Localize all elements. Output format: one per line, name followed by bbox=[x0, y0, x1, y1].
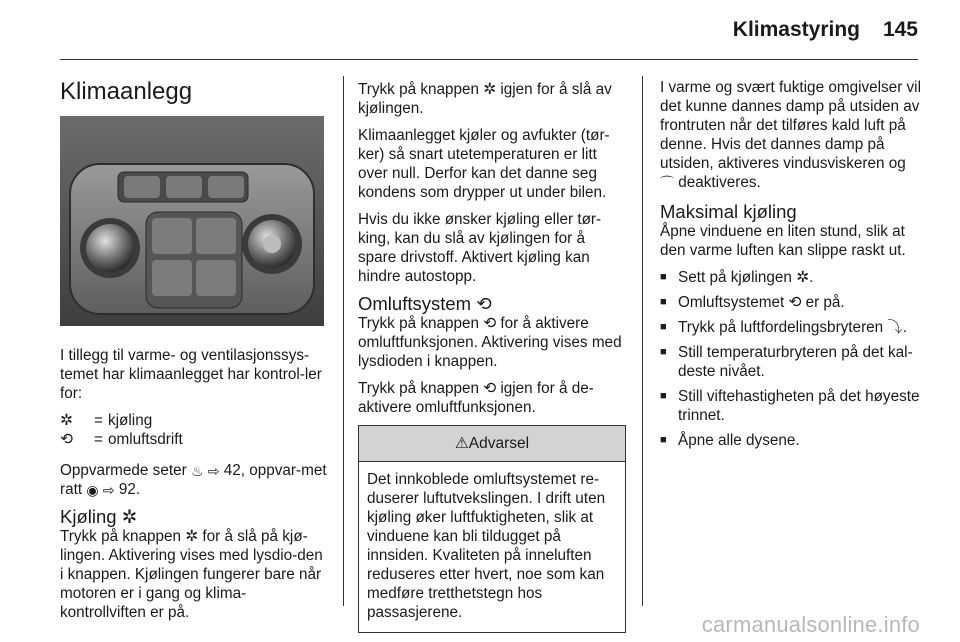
chapter-title: Klimastyring bbox=[732, 18, 860, 41]
cooling-off-paragraph: Trykk på knappen ✲ igjen for å slå av kjølingen. bbox=[358, 81, 612, 117]
list-item: ■ Sett på kjølingen ✲. bbox=[660, 268, 922, 287]
snowflake-icon: ✲ bbox=[60, 412, 73, 429]
list-item: ■ Still viftehastigheten på det høyeste trinnet. bbox=[660, 387, 922, 425]
page-number: 145 bbox=[882, 18, 918, 41]
section-heading-max-cooling: Maksimal kjøling bbox=[660, 201, 797, 222]
heated-seats-paragraph: Oppvarmede seter ♨ ⇨ 42, oppvar-met ratt ◉ ⇨ 92. bbox=[60, 462, 327, 498]
climate-panel-illustration bbox=[60, 116, 324, 326]
symbol-legend bbox=[60, 411, 328, 449]
warning-box bbox=[358, 425, 626, 633]
heated-seat-icon: ♨ bbox=[190, 463, 204, 479]
symbol-row-recirculation bbox=[60, 430, 328, 449]
column-divider-1 bbox=[343, 76, 344, 606]
list-item: ■ Åpne alle dysene. bbox=[660, 431, 922, 450]
symbol-equals: = bbox=[94, 412, 103, 429]
list-item: ■ Trykk på luftfordelingsbryteren ⤵. bbox=[660, 318, 922, 337]
recirculation-icon: ⟲ bbox=[476, 293, 492, 314]
page-reference-arrow-icon: ⇨ bbox=[207, 463, 220, 479]
max-cooling-steps bbox=[660, 268, 922, 450]
watermark: carmanualsonline.info bbox=[701, 612, 920, 637]
recirculation-off-paragraph: Trykk på knappen ⟲ igjen for å de-aktivere omluftfunksjonen. bbox=[358, 380, 594, 416]
recirculation-on-paragraph: Trykk på knappen ⟲ for å aktivere omluftfunksjonen. Aktivering vises med lysdioden i knappen. bbox=[358, 315, 622, 370]
warning-text: Det innkoblede omluftsystemet re-duserer luftutvekslingen. I drift uten kjøling øker luftfuktigheten, slik at vinduene kan bli tildugget på innsiden. Kvaliteten på inneluften reduseres etter hvert, noe som kan medføre tretthetstegn hos passasjerene. bbox=[367, 471, 606, 621]
cooling-paragraph: Trykk på knappen ✲ for å slå på kjø-lingen. Aktivering vises med lysdio-den i knappen. Kjølingen fungerer bare når motoren er i gang og klima-kontrollviften er på. bbox=[60, 528, 323, 621]
max-cooling-intro: Åpne vinduene en liten stund, slik at den varme luften kan slippe raskt ut. bbox=[660, 223, 906, 259]
symbol-label-recirculation: omluftsdrift bbox=[108, 431, 183, 448]
column-2 bbox=[358, 80, 626, 633]
list-item: ■ Omluftsystemet ⟲ er på. bbox=[660, 293, 922, 312]
warning-header bbox=[359, 426, 625, 462]
warning-triangle-icon: ⚠ bbox=[454, 435, 469, 452]
header-rule bbox=[60, 59, 918, 60]
page-ref-42[interactable]: 42 bbox=[223, 462, 241, 479]
recirculation-icon: ⟲ bbox=[60, 431, 73, 448]
list-item: ■ Still temperaturbryteren på det kal-deste nivået. bbox=[660, 343, 922, 381]
windscreen-wiper-icon: ⌒ bbox=[660, 175, 674, 191]
intro-paragraph: I tillegg til varme- og ventilasjonssys-temet har klimaanlegget har kontrol-ler for: bbox=[60, 347, 322, 402]
column-divider-2 bbox=[642, 76, 643, 606]
page-reference-arrow-icon: ⇨ bbox=[102, 482, 115, 498]
column-3 bbox=[660, 78, 922, 456]
column-1 bbox=[60, 72, 328, 630]
fuel-saving-paragraph: Hvis du ikke ønsker kjøling eller tør-king, kan du slå av kjølingen for å spare drivstoff. Aktivert kjøling kan hindre autostopp. bbox=[358, 211, 602, 285]
symbol-label-cooling: kjøling bbox=[108, 412, 153, 429]
condensation-paragraph: I varme og svært fuktige omgivelser vil det kunne dannes damp på utsiden av frontruten når det tilføres kald luft på denne. Hvis det dannes damp på utsiden, aktiveres vindusviskeren og ⌒ deaktiveres. bbox=[660, 79, 921, 191]
warning-title: Advarsel bbox=[468, 435, 530, 452]
section-heading-recirculation: Omluftsystem ⟲ bbox=[358, 293, 492, 314]
heated-steering-wheel-icon: ◉ bbox=[86, 482, 99, 498]
section-heading-cooling: Kjøling ✲ bbox=[60, 506, 138, 527]
snowflake-icon: ✲ bbox=[121, 506, 138, 527]
section-heading-klimaanlegg: Klimaanlegg bbox=[60, 78, 193, 105]
symbol-row-cooling bbox=[60, 411, 328, 430]
page-ref-92[interactable]: 92 bbox=[118, 481, 136, 498]
symbol-equals: = bbox=[94, 431, 103, 448]
climate-control-panel-photo bbox=[60, 116, 324, 326]
page-header bbox=[0, 0, 960, 60]
dehumidify-paragraph: Klimaanlegget kjøler og avfukter (tør-ker) så snart utetemperaturen er litt over null. Derfor kan det danne seg kondens som drypper ut under bilen. bbox=[358, 127, 610, 201]
